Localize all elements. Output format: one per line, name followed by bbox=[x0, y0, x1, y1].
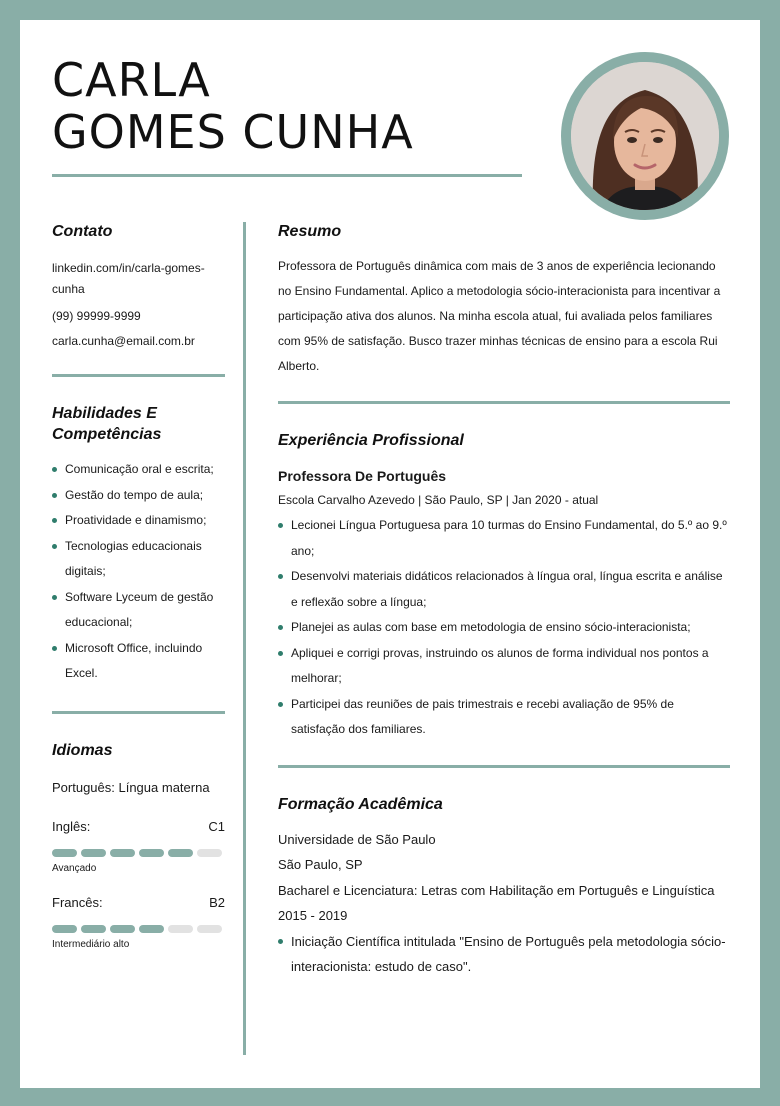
experience-item: Planejei as aulas com base em metodologia de ensino sócio-interacionista; bbox=[278, 615, 730, 641]
skills-list bbox=[52, 457, 225, 687]
summary-divider bbox=[278, 401, 730, 404]
education-school: Universidade de São Paulo bbox=[278, 831, 436, 847]
candidate-name bbox=[52, 54, 414, 158]
languages-title: Idiomas bbox=[52, 741, 113, 759]
linkedin-link[interactable]: linkedin.com/in/carla-gomes-cunha bbox=[52, 261, 205, 296]
language-code: C1 bbox=[208, 819, 225, 834]
skills-divider bbox=[52, 711, 225, 714]
level-dot-empty bbox=[197, 849, 222, 857]
contact-title: Contato bbox=[52, 223, 113, 240]
skill-item: Gestão do tempo de aula; bbox=[52, 483, 225, 509]
contact-section bbox=[52, 258, 225, 354]
email-link[interactable]: carla.cunha@email.com.br bbox=[52, 334, 195, 348]
job-title: Professora De Português bbox=[278, 468, 447, 484]
summary-title: Resumo bbox=[278, 223, 342, 240]
language-name: Francês: bbox=[52, 895, 103, 910]
level-dot-filled bbox=[139, 849, 164, 857]
phone-number: (99) 99999-9999 bbox=[52, 309, 141, 323]
education-list bbox=[278, 929, 730, 980]
resume-page bbox=[20, 20, 760, 1088]
education-location: São Paulo, SP bbox=[278, 857, 363, 872]
language-level: Avançado bbox=[52, 863, 97, 874]
skill-item: Software Lyceum de gestão educacional; bbox=[52, 585, 225, 636]
language-level-meter bbox=[52, 925, 225, 933]
contact-divider bbox=[52, 374, 225, 377]
education-title: Formação Acadêmica bbox=[278, 795, 443, 813]
experience-divider bbox=[278, 765, 730, 768]
language-french bbox=[52, 890, 225, 952]
level-dot-empty bbox=[197, 925, 222, 933]
education-item: Iniciação Científica intitulada "Ensino de Português pela metodologia sócio-interacionista: estudo de caso". bbox=[278, 929, 730, 980]
education-degree: Bacharel e Licenciatura: Letras com Habilitação em Português e Linguística bbox=[278, 882, 715, 898]
name-line-1: CARLA bbox=[52, 53, 211, 107]
experience-item: Lecionei Língua Portuguesa para 10 turmas do Ensino Fundamental, do 5.º ao 9.º ano; bbox=[278, 513, 730, 564]
native-language: Português: Língua materna bbox=[52, 779, 210, 795]
level-dot-filled bbox=[52, 925, 77, 933]
name-line-2: GOMES CUNHA bbox=[52, 105, 414, 159]
name-divider bbox=[52, 174, 522, 177]
skills-title: Habilidades E Competências bbox=[52, 405, 162, 443]
level-dot-filled bbox=[139, 925, 164, 933]
experience-list bbox=[278, 513, 730, 743]
education-years: 2015 - 2019 bbox=[278, 908, 348, 923]
left-column bbox=[52, 218, 225, 952]
level-dot-filled bbox=[81, 849, 106, 857]
experience-item: Desenvolvi materiais didáticos relacionados à língua oral, língua escrita e análise e reflexão sobre a língua; bbox=[278, 564, 730, 615]
language-level-meter bbox=[52, 849, 225, 857]
summary-text: Professora de Português dinâmica com mais de 3 anos de experiência lecionando no Ensino Fundamental. Aplico a metodologia sócio-interacionista para incentivar a participação ativa dos alunos. Na minha escola atual, fui avaliada pelos familiares com 95% de satisfação. Busco trazer minhas técnicas de ensino para a escola Rui Alberto. bbox=[278, 259, 721, 373]
language-english bbox=[52, 814, 225, 876]
experience-item: Apliquei e corrigi provas, instruindo os alunos de forma individual nos pontos a melhorar; bbox=[278, 641, 730, 692]
column-divider bbox=[243, 222, 246, 1055]
skill-item: Proatividade e dinamismo; bbox=[52, 508, 225, 534]
language-level: Intermediário alto bbox=[52, 939, 130, 950]
job-meta: Escola Carvalho Azevedo | São Paulo, SP | Jan 2020 - atual bbox=[278, 493, 599, 507]
profile-photo-frame bbox=[561, 52, 729, 220]
level-dot-empty bbox=[168, 925, 193, 933]
portrait-illustration bbox=[571, 62, 719, 210]
profile-photo bbox=[571, 62, 719, 210]
level-dot-filled bbox=[81, 925, 106, 933]
language-name: Inglês: bbox=[52, 819, 91, 834]
level-dot-filled bbox=[110, 849, 135, 857]
skill-item: Tecnologias educacionais digitais; bbox=[52, 534, 225, 585]
skill-item: Microsoft Office, incluindo Excel. bbox=[52, 636, 225, 687]
skill-item: Comunicação oral e escrita; bbox=[52, 457, 225, 483]
education-section bbox=[278, 827, 730, 980]
right-column bbox=[278, 218, 730, 980]
level-dot-filled bbox=[52, 849, 77, 857]
level-dot-filled bbox=[168, 849, 193, 857]
experience-item: Participei das reuniões de pais trimestrais e recebi avaliação de 95% de satisfação dos familiares. bbox=[278, 692, 730, 743]
language-code: B2 bbox=[209, 895, 225, 910]
experience-title: Experiência Profissional bbox=[278, 432, 464, 449]
level-dot-filled bbox=[110, 925, 135, 933]
